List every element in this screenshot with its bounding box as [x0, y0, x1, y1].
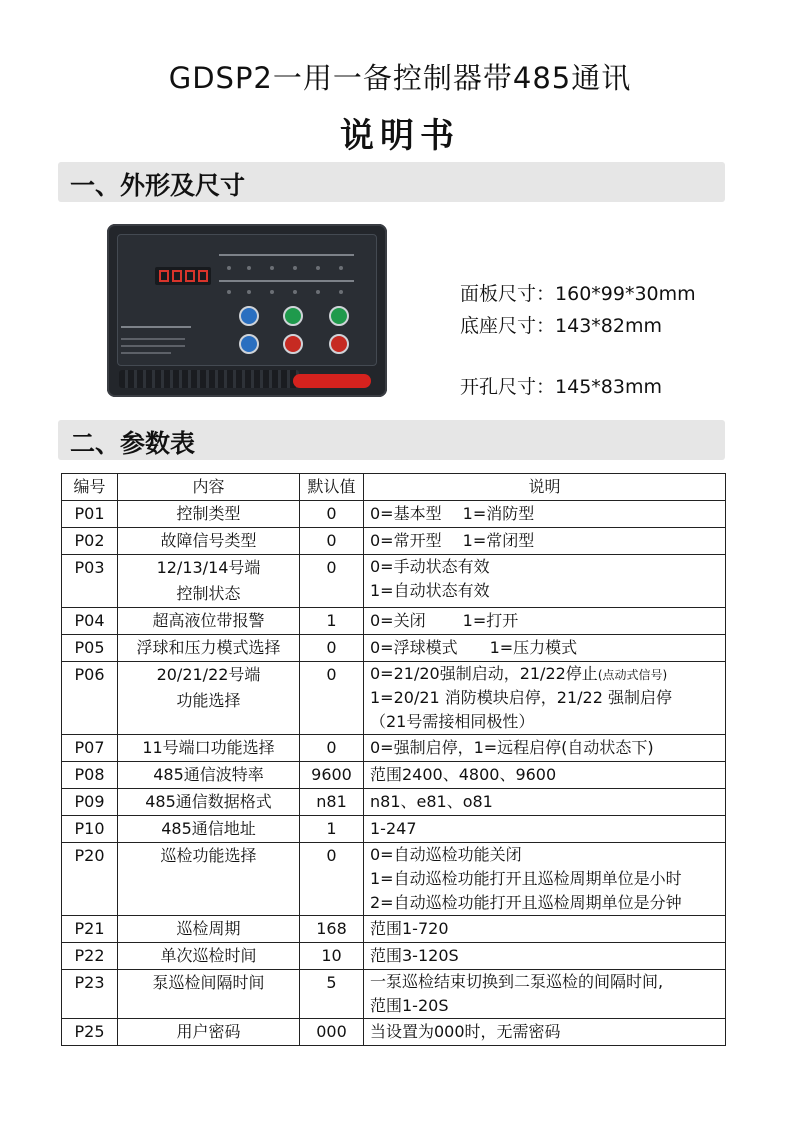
param-code: P25 [62, 1019, 118, 1046]
param-default: 0 [300, 635, 364, 662]
param-code: P05 [62, 635, 118, 662]
pump2-start-button [329, 306, 349, 326]
param-default: 0 [300, 501, 364, 528]
param-description-line [370, 635, 725, 661]
param-description [364, 1019, 726, 1046]
param-description [364, 735, 726, 762]
param-code: P08 [62, 762, 118, 789]
param-description [364, 555, 726, 608]
param-content-line: 巡检周期 [176, 919, 241, 938]
param-content-line: 单次巡检时间 [160, 946, 257, 965]
param-description-line [370, 528, 725, 554]
param-description-text: 范围2400、4800、9600 [370, 765, 557, 784]
param-description [364, 843, 726, 916]
param-description-text: 1=自动状态有效 [370, 581, 490, 600]
param-content [118, 501, 300, 528]
indicator-led [339, 290, 343, 294]
table-row [62, 943, 726, 970]
param-description-line [370, 555, 725, 579]
table-row [62, 635, 726, 662]
table-row [62, 843, 726, 916]
param-description-line [370, 710, 725, 734]
param-default: 0 [300, 843, 364, 916]
table-row [62, 735, 726, 762]
param-content [118, 662, 300, 735]
param-code: P22 [62, 943, 118, 970]
param-content-line: 20/21/22号端 [156, 665, 261, 684]
table-row [62, 1019, 726, 1046]
param-content [118, 1019, 300, 1046]
indicator-led [247, 266, 251, 270]
param-description-text: 0=基本型 1=消防型 [370, 504, 535, 523]
param-description-line [370, 891, 725, 915]
param-content-line: 超高液位带报警 [152, 611, 265, 630]
param-description-text: 1=自动巡检功能打开且巡检周期单位是小时 [370, 869, 682, 888]
param-description-line [370, 789, 725, 815]
indicator-led [227, 290, 231, 294]
param-description-line [370, 501, 725, 527]
header-code: 编号 [62, 474, 118, 501]
param-description-text: 0=自动巡检功能关闭 [370, 845, 522, 864]
param-content-line: 控制类型 [176, 504, 241, 523]
table-row [62, 555, 726, 608]
param-description-text: 1-247 [370, 819, 417, 838]
table-row [62, 816, 726, 843]
dimension-value: 145*83mm [555, 376, 662, 398]
param-description [364, 970, 726, 1019]
base-dimension [460, 311, 662, 338]
param-description [364, 662, 726, 735]
param-code: P23 [62, 970, 118, 1019]
param-description [364, 762, 726, 789]
indicator-led [270, 266, 274, 270]
param-code: P07 [62, 735, 118, 762]
param-content [118, 943, 300, 970]
param-description-text: （21号需接相同极性） [370, 712, 535, 731]
param-code: P21 [62, 916, 118, 943]
param-description-line [370, 843, 725, 867]
param-default: 5 [300, 970, 364, 1019]
param-code: P01 [62, 501, 118, 528]
param-description-line [370, 579, 725, 603]
header-description: 说明 [364, 474, 726, 501]
param-description-note: (点动式信号) [597, 668, 668, 682]
table-row [62, 608, 726, 635]
param-code: P03 [62, 555, 118, 608]
param-content-line: 巡检功能选择 [160, 846, 257, 865]
table-row [62, 970, 726, 1019]
red-accent-bar [293, 374, 371, 388]
table-row [62, 662, 726, 735]
panel-dimension [460, 279, 696, 306]
param-description-text: 当设置为000时，无需密码 [370, 1022, 561, 1041]
param-content [118, 608, 300, 635]
param-description-text: 范围1-20S [370, 996, 449, 1015]
table-row [62, 501, 726, 528]
indicator-led [227, 266, 231, 270]
param-code: P20 [62, 843, 118, 916]
param-code: P06 [62, 662, 118, 735]
param-default: 1 [300, 608, 364, 635]
instruction-text-line [121, 338, 185, 340]
instruction-text-line [121, 352, 171, 354]
param-content-line: 功能选择 [176, 691, 241, 710]
param-code: P10 [62, 816, 118, 843]
param-default: 0 [300, 528, 364, 555]
param-default: 0 [300, 662, 364, 735]
param-description [364, 608, 726, 635]
indicator-led [339, 266, 343, 270]
section-heading-label: 一、外形及尺寸 [70, 171, 246, 200]
param-content [118, 735, 300, 762]
param-description-line [370, 762, 725, 788]
dimension-value: 160*99*30mm [555, 283, 696, 305]
param-description-text: 0=常开型 1=常闭型 [370, 531, 535, 550]
param-content-line: 用户密码 [176, 1022, 241, 1041]
param-content-line: 12/13/14号端 [156, 558, 261, 577]
param-content [118, 970, 300, 1019]
param-description-line [370, 735, 725, 761]
param-content [118, 916, 300, 943]
dimension-label: 开孔尺寸： [460, 376, 556, 398]
indicator-led [270, 290, 274, 294]
section-heading-label: 二、参数表 [70, 429, 196, 458]
param-default: 0 [300, 735, 364, 762]
pump2-stop-button [329, 334, 349, 354]
indicator-led [293, 290, 297, 294]
param-content [118, 843, 300, 916]
controller-device-image [107, 224, 387, 397]
param-content [118, 789, 300, 816]
vent-grille [119, 370, 299, 388]
param-default: n81 [300, 789, 364, 816]
table-row [62, 789, 726, 816]
pump1-stop-button [283, 334, 303, 354]
parameter-table [61, 473, 726, 1046]
param-description [364, 528, 726, 555]
panel-label-line [219, 254, 354, 256]
param-description-text: 2=自动巡检功能打开且巡检周期单位是分钟 [370, 893, 682, 912]
param-description-line [370, 816, 725, 842]
param-description-text: 0=手动状态有效 [370, 557, 490, 576]
dimension-label: 底座尺寸： [460, 315, 556, 337]
table-header-row [62, 474, 726, 501]
param-code: P04 [62, 608, 118, 635]
param-description [364, 635, 726, 662]
indicator-led [316, 266, 320, 270]
param-description-text: 0=21/20强制启动，21/22停止 [370, 664, 598, 683]
param-content-line: 11号端口功能选择 [142, 738, 275, 757]
instruction-text-line [121, 345, 185, 347]
param-description-text: 0=强制启停，1=远程启停(自动状态下) [370, 738, 654, 757]
led-digit-display [155, 267, 211, 285]
param-description-line [370, 686, 725, 710]
param-content-line: 浮球和压力模式选择 [136, 638, 281, 657]
param-description [364, 501, 726, 528]
param-content [118, 762, 300, 789]
param-description-line [370, 943, 725, 969]
param-default: 1 [300, 816, 364, 843]
param-code: P09 [62, 789, 118, 816]
param-description [364, 789, 726, 816]
table-row [62, 528, 726, 555]
param-content-line: 泵巡检间隔时间 [152, 973, 265, 992]
param-content-line: 485通信波特率 [153, 765, 264, 784]
device-name-label-line [121, 326, 191, 328]
set-button [239, 306, 259, 326]
header-default: 默认值 [300, 474, 364, 501]
param-description-line [370, 1019, 725, 1045]
param-description-text: 1=20/21 消防模块启停，21/22 强制启停 [370, 688, 672, 707]
param-default: 000 [300, 1019, 364, 1046]
section-heading-shape [58, 420, 725, 460]
param-description-line [370, 970, 725, 994]
indicator-led [316, 290, 320, 294]
param-content [118, 555, 300, 608]
dimension-label: 面板尺寸： [460, 283, 556, 305]
param-content-line: 485通信地址 [161, 819, 256, 838]
func-button [239, 334, 259, 354]
param-description-text: 0=关闭 1=打开 [370, 611, 519, 630]
cutout-dimension [460, 372, 662, 399]
param-content [118, 816, 300, 843]
param-default: 9600 [300, 762, 364, 789]
pump1-start-button [283, 306, 303, 326]
param-description [364, 943, 726, 970]
param-description-line [370, 867, 725, 891]
param-default: 10 [300, 943, 364, 970]
param-description-text: 范围1-720 [370, 919, 449, 938]
param-description-line [370, 662, 725, 686]
param-description [364, 816, 726, 843]
panel-label-line [219, 280, 354, 282]
param-description-line [370, 608, 725, 634]
indicator-led [247, 290, 251, 294]
document-subtitle: 说明书 [340, 116, 460, 156]
dimension-value: 143*82mm [555, 315, 662, 337]
param-description [364, 916, 726, 943]
param-content-line: 控制状态 [176, 584, 241, 603]
table-row [62, 916, 726, 943]
param-content-line: 故障信号类型 [160, 531, 257, 550]
param-description-text: n81、e81、o81 [370, 792, 493, 811]
document-title: GDSP2一用一备控制器带485通讯 [168, 61, 632, 95]
param-description-line [370, 916, 725, 942]
param-content [118, 528, 300, 555]
param-description-line [370, 994, 725, 1018]
section-heading-shape [58, 162, 725, 202]
param-content-line: 485通信数据格式 [145, 792, 272, 811]
param-content [118, 635, 300, 662]
param-default: 0 [300, 555, 364, 608]
param-description-text: 一泵巡检结束切换到二泵巡检的间隔时间, [370, 972, 664, 991]
param-default: 168 [300, 916, 364, 943]
table-row [62, 762, 726, 789]
indicator-led [293, 266, 297, 270]
param-code: P02 [62, 528, 118, 555]
param-description-text: 范围3-120S [370, 946, 459, 965]
param-description-text: 0=浮球模式 1=压力模式 [370, 638, 578, 657]
header-content: 内容 [118, 474, 300, 501]
